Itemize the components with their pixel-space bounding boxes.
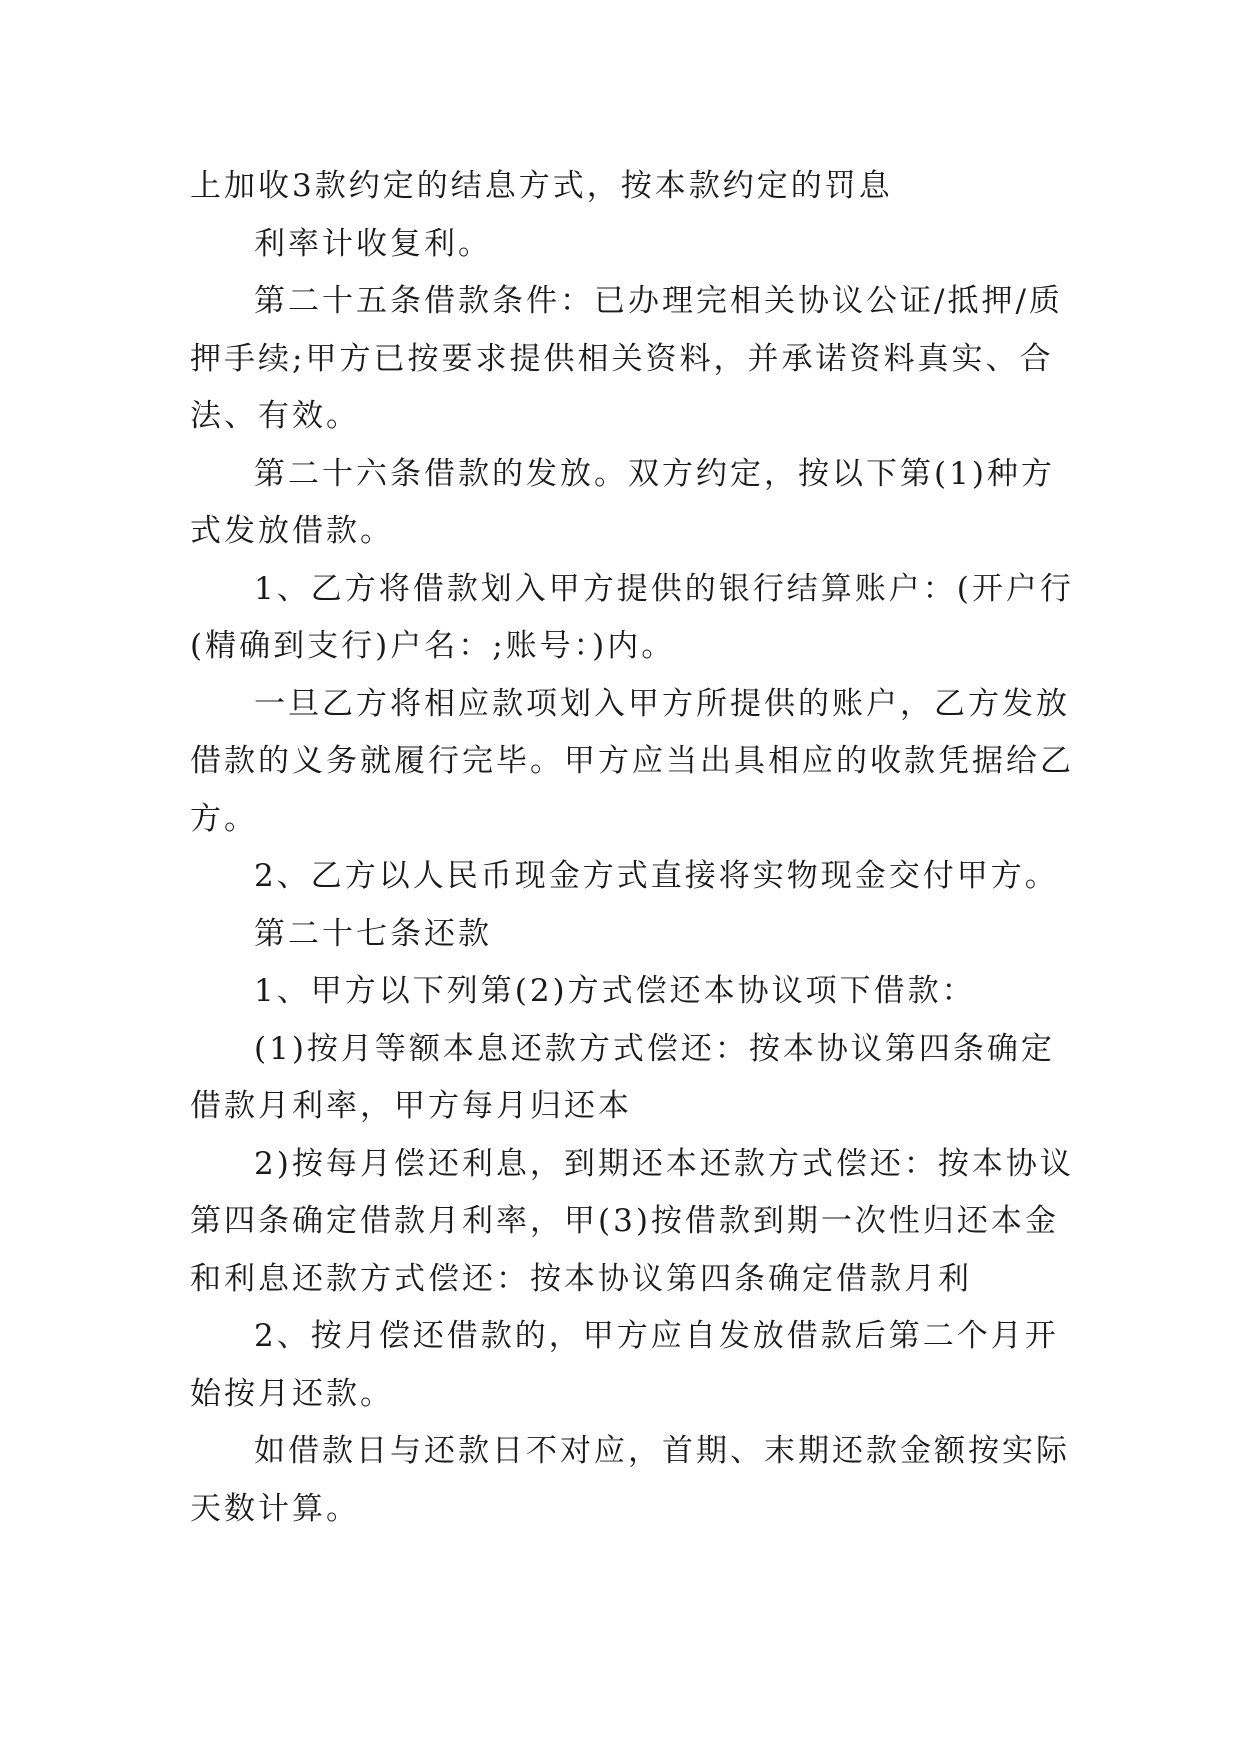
- text-line: 第二十五条借款条件：已办理完相关协议公证/抵押/质: [254, 283, 1063, 319]
- text-line: (1)按月等额本息还款方式偿还：按本协议第四条确定: [254, 1030, 1055, 1067]
- text-line: 法、有效。: [190, 398, 360, 434]
- text-line: 第二十七条还款: [254, 915, 492, 952]
- text-line: 式发放借款。: [190, 513, 394, 549]
- text-line: 2、乙方以人民币现金方式直接将实物现金交付甲方。: [254, 858, 1059, 894]
- text-line: 利率计收复利。: [254, 225, 492, 262]
- text-line: 2、按月偿还借款的，甲方应自发放借款后第二个月开: [254, 1318, 1059, 1354]
- text-line: (精确到支行)户名：;账号：)内。: [190, 628, 676, 664]
- document-body: [190, 158, 1074, 1538]
- text-line: 1、乙方将借款划入甲方提供的银行结算账户：(开户行: [254, 570, 1074, 607]
- text-line: 天数计算。: [190, 1490, 360, 1527]
- text-line: 押手续;甲方已按要求提供相关资料，并承诺资料真实、合: [190, 340, 1054, 377]
- text-line: 一旦乙方将相应款项划入甲方所提供的账户，乙方发放: [254, 685, 1070, 722]
- text-line: 如借款日与还款日不对应，首期、末期还款金额按实际: [254, 1433, 1070, 1469]
- text-line: 始按月还款。: [190, 1375, 394, 1412]
- text-line: 借款的义务就履行完毕。甲方应当出具相应的收款凭据给乙: [190, 743, 1074, 779]
- text-line: 第四条确定借款月利率，甲(3)按借款到期一次性归还本金: [190, 1203, 1059, 1239]
- text-line: 第二十六条借款的发放。双方约定，按以下第(1)种方: [254, 455, 1055, 492]
- text-line: 2)按每月偿还利息，到期还本还款方式偿还：按本协议: [254, 1145, 1074, 1182]
- text-line: 和利息还款方式偿还：按本协议第四条确定借款月利: [190, 1260, 972, 1297]
- text-line: 借款月利率，甲方每月归还本: [190, 1088, 632, 1124]
- text-line: 方。: [190, 800, 258, 837]
- text-line: 1、甲方以下列第(2)方式偿还本协议项下借款：: [254, 973, 976, 1009]
- text-line: 上加收3款约定的结息方式，按本款约定的罚息: [190, 168, 893, 204]
